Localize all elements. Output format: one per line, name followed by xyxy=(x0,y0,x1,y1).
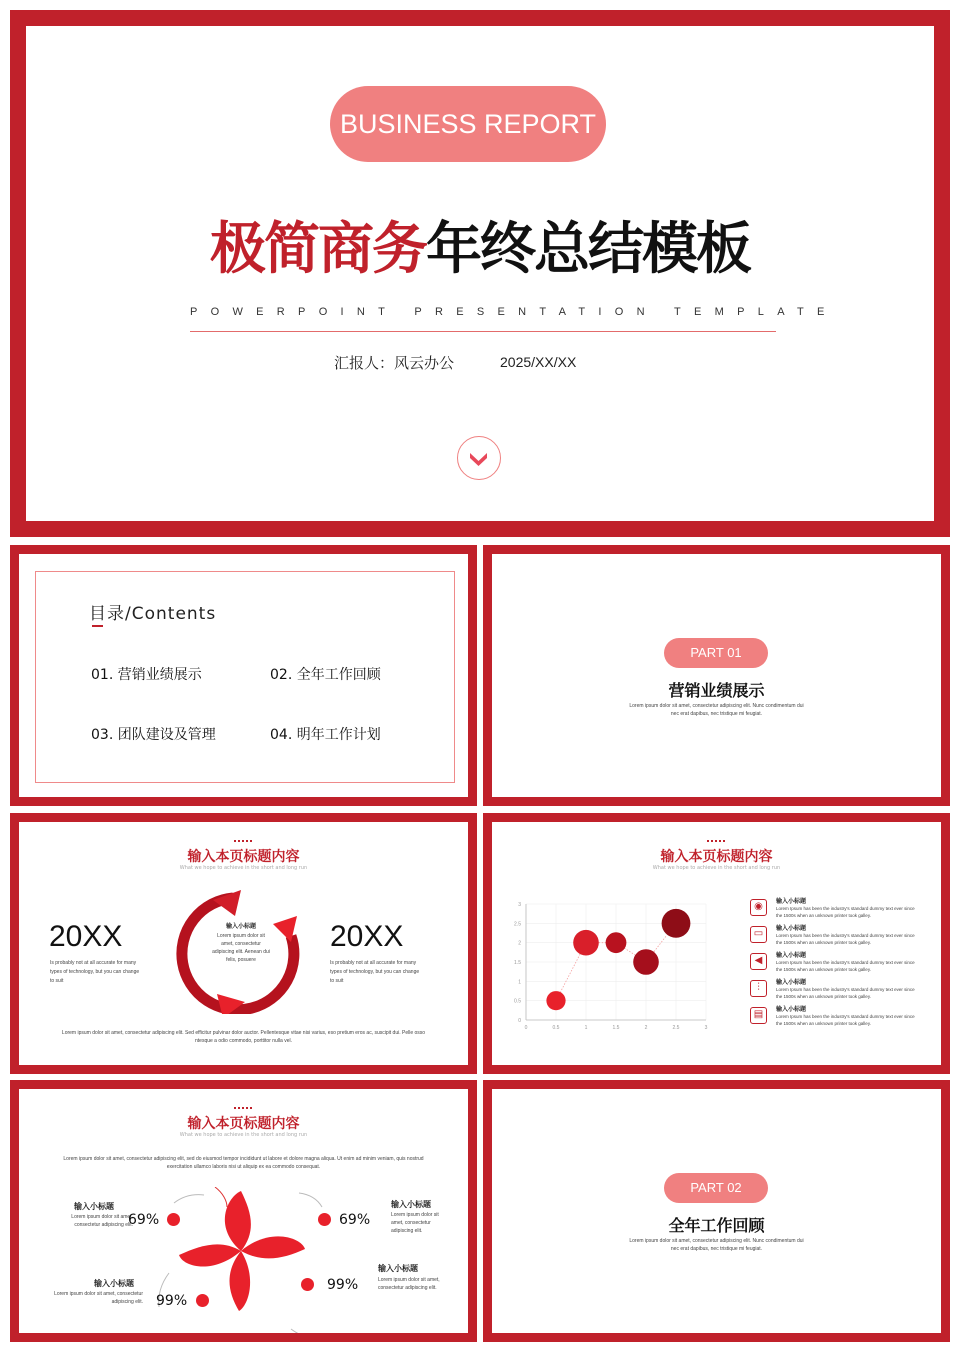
cover-date: 2025/XX/XX xyxy=(500,354,577,370)
cycle-footer-2: ntesque a odio commodo, porttitor nulla vel. xyxy=(195,1038,292,1044)
cover-divider xyxy=(190,331,776,332)
feature-item xyxy=(750,896,940,922)
right-text-2: types of technology, but you can change xyxy=(330,969,420,975)
x-tick-label: 0 xyxy=(524,1025,528,1031)
toc-title-underline xyxy=(92,625,103,627)
feature-text-2: the 1500s when an unknown printer took galley. xyxy=(776,1021,871,1026)
feature-item xyxy=(750,977,940,1003)
flower-item-3-pct: 99% xyxy=(156,1293,188,1309)
y-tick-label: 3 xyxy=(518,902,521,908)
flower-tagline: What we hope to achieve in the short and long run xyxy=(179,1132,308,1138)
toc-item-1[interactable]: 01. 营销业绩展示 xyxy=(91,667,202,683)
part-02-slide xyxy=(483,1080,950,1342)
bubble-point xyxy=(606,932,627,953)
left-text-3: to suit xyxy=(50,978,64,984)
monitor-icon: ▭ xyxy=(750,926,767,943)
feature-title: 输入小标题 xyxy=(776,1006,807,1013)
flower-item-4-pct: 99% xyxy=(327,1277,359,1293)
left-text-1: Is probably not at all accurate for many xyxy=(50,960,137,966)
y-tick-label: 2.5 xyxy=(514,921,521,928)
cover-reporter: 汇报人：风云办公 xyxy=(334,354,455,372)
y-tick-label: 1 xyxy=(518,979,521,986)
feature-text-1: Lorem Ipsum has been the industry's standard dummy text ever since xyxy=(776,987,915,992)
x-tick-label: 2 xyxy=(644,1025,648,1031)
flower-item-3-l1: Lorem ipsum dolor sit amet, consectetur xyxy=(54,1291,143,1297)
feature-text-1: Lorem Ipsum has been the industry's standard dummy text ever since xyxy=(776,906,915,911)
flower-item-2-l1: Lorem ipsum dolor sit xyxy=(391,1212,439,1218)
bubble-chart xyxy=(510,898,710,1033)
feature-text-1: Lorem Ipsum has been the industry's standard dummy text ever since xyxy=(776,933,915,938)
y-tick-label: 1.5 xyxy=(514,960,521,966)
right-text-1: Is probably not at all accurate for many xyxy=(330,960,417,966)
y-tick-label: 0 xyxy=(518,1018,521,1024)
title-dots-icon xyxy=(234,840,252,844)
x-tick-label: 1 xyxy=(584,1025,588,1031)
bubble-title: 输入本页标题内容 xyxy=(660,849,773,865)
flower-item-2-l2: amet, consectetur xyxy=(391,1220,431,1226)
left-text-2: types of technology, but you can change xyxy=(50,969,140,975)
cycle-footer-1: Lorem ipsum dolor sit amet, consectetur adipiscing elit. Sed efficitur pulvinar dolor auctor. Pellentesque vitae nisi varius, eso pretium eros ac, suscipit dui. Pelle osso xyxy=(61,1030,426,1036)
part-01-desc-2: nec erat dapibus, nec tristique mi feugiat. xyxy=(670,711,763,717)
flower-intro-1: Lorem ipsum dolor sit amet, consectetur adipiscing elit, sed do eiusmod tempor incididunt ut labore et dolore magna aliqua. Ut enim ad minim veniam, quis nostrud xyxy=(63,1156,424,1162)
feature-title: 输入小标题 xyxy=(776,952,807,959)
part-02-desc-1: Lorem ipsum dolor sit amet, consectetur adipiscing elit. Nunc condimentum dui xyxy=(629,1238,804,1244)
toc-slide xyxy=(10,545,477,806)
sliders-icon: ⫶ xyxy=(750,980,767,997)
feature-text-2: the 1500s when an unknown printer took galley. xyxy=(776,940,871,945)
x-tick-label: 3 xyxy=(704,1025,708,1031)
feature-text-1: Lorem Ipsum has been the industry's standard dummy text ever since xyxy=(776,960,915,965)
flower-item-2-l3: adipiscing elit. xyxy=(391,1228,423,1234)
feature-list xyxy=(750,896,940,1036)
right-text-3: to suit xyxy=(330,978,344,984)
bubble-point xyxy=(662,909,691,938)
feature-title: 输入小标题 xyxy=(776,898,807,905)
cover-slide xyxy=(10,10,950,537)
feature-text-2: the 1500s when an unknown printer took galley. xyxy=(776,913,871,918)
flower-title: 输入本页标题内容 xyxy=(187,1116,300,1132)
part-01-pill xyxy=(664,638,768,668)
flower-slide xyxy=(10,1080,477,1342)
flower-item-3-title: 输入小标题 xyxy=(94,1279,134,1288)
title-dots-icon xyxy=(707,840,725,844)
part-01-desc-1: Lorem ipsum dolor sit amet, consectetur adipiscing elit. Nunc condimentum dui xyxy=(629,703,804,709)
flower-item-1-dot xyxy=(167,1213,180,1226)
bubble-point xyxy=(573,930,599,956)
feature-text-2: the 1500s when an unknown printer took galley. xyxy=(776,994,871,999)
part-01-pill-label: PART 01 xyxy=(690,645,742,660)
flower-item-3-dot xyxy=(196,1294,209,1307)
y-tick-label: 0.5 xyxy=(514,998,521,1005)
cycle-title: 输入本页标题内容 xyxy=(187,849,300,865)
part-02-desc-2: nec erat dapibus, nec tristique mi feugiat. xyxy=(670,1246,763,1252)
flower-item-1-l1: Lorem ipsum dolor sit amet, xyxy=(71,1214,133,1220)
feature-item xyxy=(750,950,940,976)
cycle-center-title: 输入小标题 xyxy=(225,923,256,930)
flower-item-3-l2: adipiscing elit. xyxy=(111,1299,143,1305)
part-02-pill-label: PART 02 xyxy=(690,1180,742,1195)
bubble-chart-slide xyxy=(483,813,950,1074)
x-tick-label: 1.5 xyxy=(612,1025,620,1031)
cover-title-red: 极简商务 xyxy=(210,217,426,282)
flower-item-4-title: 输入小标题 xyxy=(378,1264,418,1273)
cycle-slide xyxy=(10,813,477,1074)
flower-item-2-title: 输入小标题 xyxy=(391,1200,431,1209)
title-dots-icon xyxy=(234,1107,252,1111)
feature-item xyxy=(750,1004,940,1030)
toc-item-3[interactable]: 03. 团队建设及管理 xyxy=(91,727,216,743)
feature-text-2: the 1500s when an unknown printer took galley. xyxy=(776,967,871,972)
flower-item-4-dot xyxy=(301,1278,314,1291)
flower-item-4-l2: consectetur adipiscing elit. xyxy=(378,1285,437,1291)
toc-item-4[interactable]: 04. 明年工作计划 xyxy=(270,727,381,743)
x-tick-label: 2.5 xyxy=(672,1025,680,1031)
cover-title xyxy=(26,218,934,282)
part-02-pill xyxy=(664,1173,768,1203)
flower-item-1-title: 输入小标题 xyxy=(74,1202,114,1211)
cover-subtitle: POWERPOINT PRESENTATION TEMPLATE xyxy=(190,306,838,318)
flower-item-1-l2: consectetur adipiscing elit. xyxy=(74,1222,133,1228)
feature-title: 输入小标题 xyxy=(776,925,807,932)
bubble-point xyxy=(546,991,565,1010)
part-01-title: 营销业绩展示 xyxy=(668,681,765,700)
toc-item-2[interactable]: 02. 全年工作回顾 xyxy=(270,667,381,683)
chevron-down-icon xyxy=(458,437,499,478)
flower-item-1-pct: 69% xyxy=(128,1212,160,1228)
right-year: 20XX xyxy=(330,920,404,953)
flower-item-4-l1: Lorem ipsum dolor sit amet, xyxy=(378,1277,440,1283)
cycle-center-text-2: amet, consectetur xyxy=(221,941,261,947)
scroll-down-button[interactable] xyxy=(457,436,501,480)
toc-title: 目录/Contents xyxy=(89,604,217,624)
book-icon: ▤ xyxy=(750,1007,767,1024)
x-tick-label: 0.5 xyxy=(552,1025,560,1031)
bubble-tagline: What we hope to achieve in the short and long run xyxy=(652,865,781,871)
left-year: 20XX xyxy=(49,920,123,953)
part-01-slide xyxy=(483,545,950,806)
part-02-title: 全年工作回顾 xyxy=(668,1216,765,1235)
megaphone-icon: ◀ xyxy=(750,953,767,970)
feature-item xyxy=(750,923,940,949)
cycle-tagline: What we hope to achieve in the short and long run xyxy=(179,865,308,871)
y-tick-label: 2 xyxy=(518,940,521,947)
camera-icon: ◉ xyxy=(750,899,767,916)
cycle-center-text-3: adipiscing elit. Aenean dui xyxy=(212,949,270,955)
bubble-point xyxy=(633,949,659,975)
pill-label: BUSINESS REPORT xyxy=(339,109,597,139)
business-report-pill xyxy=(330,86,606,162)
feature-text-1: Lorem Ipsum has been the industry's standard dummy text ever since xyxy=(776,1014,915,1019)
cycle-center-text-4: felis, posuere xyxy=(226,957,256,963)
cover-title-black: 年终总结模板 xyxy=(426,217,750,282)
flower-intro-2: exercitation ullamco laboris nisi ut aliquip ex ea commodo consequat. xyxy=(166,1164,321,1170)
feature-title: 输入小标题 xyxy=(776,979,807,986)
cycle-center-text-1: Lorem ipsum dolor sit xyxy=(217,933,265,939)
flower-item-2-dot xyxy=(318,1213,331,1226)
flower-item-2-pct: 69% xyxy=(339,1212,371,1228)
